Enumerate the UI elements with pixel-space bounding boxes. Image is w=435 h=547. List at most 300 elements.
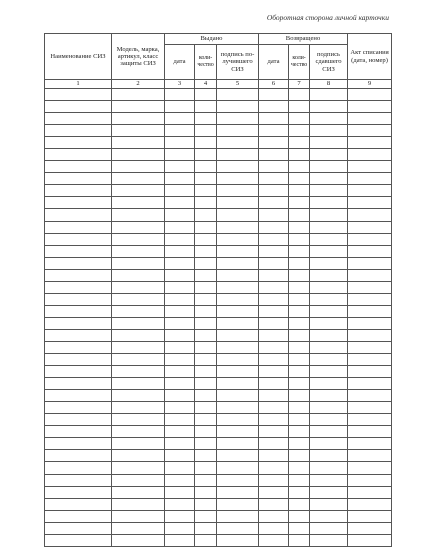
table-cell xyxy=(217,269,259,281)
table-cell xyxy=(348,257,392,269)
table-cell xyxy=(195,522,217,534)
table-row xyxy=(45,462,392,474)
table-cell xyxy=(112,221,165,233)
table-cell xyxy=(310,149,348,161)
table-cell xyxy=(289,450,310,462)
table-cell xyxy=(310,317,348,329)
table-cell xyxy=(165,498,195,510)
table-cell xyxy=(217,197,259,209)
table-cell xyxy=(348,522,392,534)
table-cell xyxy=(165,402,195,414)
table-cell xyxy=(289,281,310,293)
table-cell xyxy=(289,137,310,149)
column-number: 7 xyxy=(289,80,310,89)
table-cell xyxy=(195,269,217,281)
table-cell xyxy=(195,305,217,317)
table-cell xyxy=(348,293,392,305)
table-cell xyxy=(310,438,348,450)
table-cell xyxy=(195,402,217,414)
table-cell xyxy=(165,390,195,402)
table-cell xyxy=(289,245,310,257)
table-cell xyxy=(45,317,112,329)
table-cell xyxy=(217,209,259,221)
table-cell xyxy=(112,173,165,185)
table-cell xyxy=(259,341,289,353)
table-cell xyxy=(310,486,348,498)
table-row xyxy=(45,534,392,546)
table-cell xyxy=(112,378,165,390)
table-cell xyxy=(217,498,259,510)
table-cell xyxy=(310,173,348,185)
table-cell xyxy=(165,101,195,113)
table-cell xyxy=(45,378,112,390)
table-cell xyxy=(310,474,348,486)
table-cell xyxy=(348,233,392,245)
table-cell xyxy=(195,450,217,462)
table-row xyxy=(45,233,392,245)
table-cell xyxy=(112,89,165,101)
table-cell xyxy=(289,378,310,390)
table-cell xyxy=(310,89,348,101)
table-cell xyxy=(348,137,392,149)
table-body xyxy=(45,89,392,547)
table-cell xyxy=(112,137,165,149)
table-cell xyxy=(165,510,195,522)
table-cell xyxy=(165,173,195,185)
table-cell xyxy=(195,281,217,293)
table-cell xyxy=(310,462,348,474)
table-cell xyxy=(310,341,348,353)
table-cell xyxy=(195,366,217,378)
table-row xyxy=(45,257,392,269)
table-row xyxy=(45,197,392,209)
table-cell xyxy=(310,197,348,209)
table-cell xyxy=(289,305,310,317)
table-row xyxy=(45,161,392,173)
table-cell xyxy=(195,354,217,366)
table-cell xyxy=(310,522,348,534)
table-row xyxy=(45,293,392,305)
table-row xyxy=(45,101,392,113)
table-cell xyxy=(259,486,289,498)
table-cell xyxy=(259,173,289,185)
header-issued-sign: подпись по-лучившего СИЗ xyxy=(217,45,259,80)
table-cell xyxy=(45,534,112,546)
table-cell xyxy=(259,534,289,546)
table-cell xyxy=(289,366,310,378)
table-row xyxy=(45,245,392,257)
table-cell xyxy=(348,149,392,161)
table-cell xyxy=(259,101,289,113)
header-issued: Выдано xyxy=(165,34,259,45)
table-cell xyxy=(165,293,195,305)
table-cell xyxy=(310,426,348,438)
table-cell xyxy=(165,137,195,149)
header-issued-qty: коли-чество xyxy=(195,45,217,80)
table-cell xyxy=(45,269,112,281)
table-cell xyxy=(348,161,392,173)
table-cell xyxy=(348,366,392,378)
table-cell xyxy=(348,221,392,233)
table-cell xyxy=(165,438,195,450)
ppe-issue-table xyxy=(44,33,392,547)
table-cell xyxy=(259,522,289,534)
table-cell xyxy=(195,341,217,353)
table-cell xyxy=(217,149,259,161)
table-cell xyxy=(310,414,348,426)
table-cell xyxy=(217,173,259,185)
table-cell xyxy=(112,341,165,353)
table-cell xyxy=(217,354,259,366)
table-row xyxy=(45,510,392,522)
table-cell xyxy=(289,402,310,414)
table-cell xyxy=(217,390,259,402)
table-cell xyxy=(310,125,348,137)
table-cell xyxy=(45,125,112,137)
table-cell xyxy=(195,101,217,113)
table-cell xyxy=(348,438,392,450)
table-cell xyxy=(112,245,165,257)
table-row xyxy=(45,426,392,438)
table-cell xyxy=(259,378,289,390)
table-cell xyxy=(259,510,289,522)
table-cell xyxy=(165,161,195,173)
table-cell xyxy=(217,185,259,197)
table-cell xyxy=(45,113,112,125)
table-cell xyxy=(259,245,289,257)
table-cell xyxy=(195,414,217,426)
table-cell xyxy=(195,317,217,329)
table-cell xyxy=(45,438,112,450)
table-cell xyxy=(217,378,259,390)
table-cell xyxy=(289,486,310,498)
table-cell xyxy=(165,209,195,221)
table-cell xyxy=(310,221,348,233)
table-cell xyxy=(310,281,348,293)
table-row xyxy=(45,149,392,161)
table-cell xyxy=(259,402,289,414)
table-row xyxy=(45,329,392,341)
table-cell xyxy=(45,137,112,149)
table-cell xyxy=(348,125,392,137)
table-row xyxy=(45,390,392,402)
table-cell xyxy=(45,101,112,113)
table-cell xyxy=(310,329,348,341)
table-cell xyxy=(45,414,112,426)
table-cell xyxy=(165,149,195,161)
table-row xyxy=(45,341,392,353)
table-cell xyxy=(165,522,195,534)
table-row xyxy=(45,209,392,221)
table-cell xyxy=(195,462,217,474)
table-cell xyxy=(259,474,289,486)
table-cell xyxy=(195,426,217,438)
table-cell xyxy=(289,498,310,510)
table-cell xyxy=(112,414,165,426)
table-cell xyxy=(259,305,289,317)
table-cell xyxy=(348,89,392,101)
table-cell xyxy=(289,173,310,185)
table-cell xyxy=(310,269,348,281)
table-cell xyxy=(112,510,165,522)
table-cell xyxy=(165,197,195,209)
table-cell xyxy=(289,522,310,534)
table-cell xyxy=(348,462,392,474)
header-writeoff-act: Акт списания (дата, номер) xyxy=(348,34,392,80)
table-cell xyxy=(348,305,392,317)
table-cell xyxy=(112,209,165,221)
table-cell xyxy=(45,354,112,366)
table-cell xyxy=(259,438,289,450)
table-cell xyxy=(45,522,112,534)
table-cell xyxy=(45,197,112,209)
table-cell xyxy=(289,185,310,197)
table-cell xyxy=(289,209,310,221)
table-cell xyxy=(348,486,392,498)
column-number: 3 xyxy=(165,80,195,89)
header-returned: Возвращено xyxy=(259,34,348,45)
table-cell xyxy=(217,341,259,353)
table-cell xyxy=(45,281,112,293)
table-cell xyxy=(195,113,217,125)
table-cell xyxy=(259,113,289,125)
table-cell xyxy=(165,281,195,293)
table-cell xyxy=(348,426,392,438)
table-row xyxy=(45,402,392,414)
table-cell xyxy=(348,474,392,486)
table-cell xyxy=(112,329,165,341)
table-cell xyxy=(217,534,259,546)
table-cell xyxy=(165,317,195,329)
table-cell xyxy=(165,486,195,498)
table-cell xyxy=(195,173,217,185)
table-cell xyxy=(289,462,310,474)
table-cell xyxy=(348,185,392,197)
table-cell xyxy=(289,89,310,101)
table-cell xyxy=(45,209,112,221)
table-row xyxy=(45,185,392,197)
table-cell xyxy=(195,257,217,269)
table-cell xyxy=(112,233,165,245)
table-cell xyxy=(45,221,112,233)
table-cell xyxy=(310,245,348,257)
table-cell xyxy=(45,329,112,341)
table-cell xyxy=(310,450,348,462)
table-cell xyxy=(310,305,348,317)
table-cell xyxy=(165,257,195,269)
table-cell xyxy=(348,354,392,366)
table-row xyxy=(45,378,392,390)
table-cell xyxy=(348,414,392,426)
table-cell xyxy=(112,534,165,546)
column-number: 9 xyxy=(348,80,392,89)
table-cell xyxy=(217,161,259,173)
table-row xyxy=(45,414,392,426)
table-cell xyxy=(310,209,348,221)
table-cell xyxy=(289,317,310,329)
table-cell xyxy=(259,281,289,293)
column-number: 4 xyxy=(195,80,217,89)
table-cell xyxy=(259,89,289,101)
table-cell xyxy=(217,329,259,341)
table-cell xyxy=(289,197,310,209)
table-cell xyxy=(112,390,165,402)
table-cell xyxy=(165,185,195,197)
table-cell xyxy=(289,101,310,113)
table-row xyxy=(45,474,392,486)
table-row xyxy=(45,354,392,366)
column-number: 2 xyxy=(112,80,165,89)
table-cell xyxy=(45,185,112,197)
table-cell xyxy=(217,317,259,329)
table-cell xyxy=(165,269,195,281)
table-cell xyxy=(348,402,392,414)
table-cell xyxy=(45,366,112,378)
table-cell xyxy=(289,293,310,305)
table-cell xyxy=(195,197,217,209)
table-cell xyxy=(45,245,112,257)
table-cell xyxy=(217,438,259,450)
table-cell xyxy=(45,233,112,245)
table-cell xyxy=(259,414,289,426)
table-cell xyxy=(259,149,289,161)
header-model: Модель, марка, артикул, класс защиты СИЗ xyxy=(112,34,165,80)
table-cell xyxy=(112,185,165,197)
table-cell xyxy=(348,498,392,510)
table-cell xyxy=(310,185,348,197)
table-cell xyxy=(289,510,310,522)
table-cell xyxy=(289,341,310,353)
table-cell xyxy=(195,149,217,161)
table-cell xyxy=(289,113,310,125)
table-row xyxy=(45,125,392,137)
table-cell xyxy=(195,161,217,173)
table-cell xyxy=(259,390,289,402)
table-cell xyxy=(259,221,289,233)
table-cell xyxy=(165,221,195,233)
table-cell xyxy=(165,534,195,546)
table-cell xyxy=(259,293,289,305)
header-returned-qty: коли-чество xyxy=(289,45,310,80)
table-cell xyxy=(165,366,195,378)
table-cell xyxy=(195,89,217,101)
table-cell xyxy=(348,317,392,329)
table-cell xyxy=(310,354,348,366)
table-cell xyxy=(289,414,310,426)
table-row xyxy=(45,281,392,293)
table-cell xyxy=(195,221,217,233)
table-cell xyxy=(259,462,289,474)
table-cell xyxy=(195,185,217,197)
table-cell xyxy=(165,474,195,486)
table-cell xyxy=(195,474,217,486)
table-cell xyxy=(310,402,348,414)
table-cell xyxy=(217,522,259,534)
table-cell xyxy=(165,414,195,426)
table-cell xyxy=(112,269,165,281)
table-cell xyxy=(45,498,112,510)
table-row xyxy=(45,113,392,125)
table-cell xyxy=(45,390,112,402)
table-cell xyxy=(112,281,165,293)
table-cell xyxy=(289,534,310,546)
table-cell xyxy=(217,474,259,486)
table-cell xyxy=(165,354,195,366)
table-cell xyxy=(310,378,348,390)
table-cell xyxy=(217,366,259,378)
table-row xyxy=(45,173,392,185)
table-cell xyxy=(165,113,195,125)
table-cell xyxy=(259,197,289,209)
column-number: 8 xyxy=(310,80,348,89)
table-cell xyxy=(195,245,217,257)
table-cell xyxy=(259,366,289,378)
table-cell xyxy=(195,209,217,221)
table-cell xyxy=(112,161,165,173)
table-cell xyxy=(259,354,289,366)
table-cell xyxy=(289,390,310,402)
table-cell xyxy=(217,462,259,474)
table-cell xyxy=(217,125,259,137)
table-cell xyxy=(259,498,289,510)
table-cell xyxy=(348,281,392,293)
column-number: 1 xyxy=(45,80,112,89)
table-cell xyxy=(112,402,165,414)
table-cell xyxy=(112,366,165,378)
table-cell xyxy=(45,89,112,101)
table-cell xyxy=(165,426,195,438)
table-cell xyxy=(45,341,112,353)
table-cell xyxy=(165,462,195,474)
table-cell xyxy=(45,426,112,438)
table-cell xyxy=(112,522,165,534)
table-cell xyxy=(289,438,310,450)
table-cell xyxy=(112,257,165,269)
table-cell xyxy=(289,329,310,341)
table-cell xyxy=(348,341,392,353)
header-issued-date: дата xyxy=(165,45,195,80)
table-row xyxy=(45,522,392,534)
table-cell xyxy=(259,161,289,173)
table-cell xyxy=(289,161,310,173)
table-cell xyxy=(310,113,348,125)
table-cell xyxy=(348,269,392,281)
table-cell xyxy=(195,510,217,522)
table-cell xyxy=(165,245,195,257)
table-cell xyxy=(112,474,165,486)
table-cell xyxy=(45,149,112,161)
table-cell xyxy=(348,390,392,402)
table-cell xyxy=(310,161,348,173)
table-cell xyxy=(195,438,217,450)
table-cell xyxy=(195,137,217,149)
table-cell xyxy=(112,354,165,366)
table-cell xyxy=(45,161,112,173)
table-cell xyxy=(289,474,310,486)
table-cell xyxy=(310,498,348,510)
table-cell xyxy=(195,293,217,305)
table-cell xyxy=(217,305,259,317)
table-cell xyxy=(289,354,310,366)
table-cell xyxy=(259,233,289,245)
table-cell xyxy=(165,341,195,353)
column-number: 5 xyxy=(217,80,259,89)
table-row xyxy=(45,221,392,233)
table-cell xyxy=(165,125,195,137)
table-cell xyxy=(259,125,289,137)
table-cell xyxy=(310,366,348,378)
table-cell xyxy=(45,402,112,414)
